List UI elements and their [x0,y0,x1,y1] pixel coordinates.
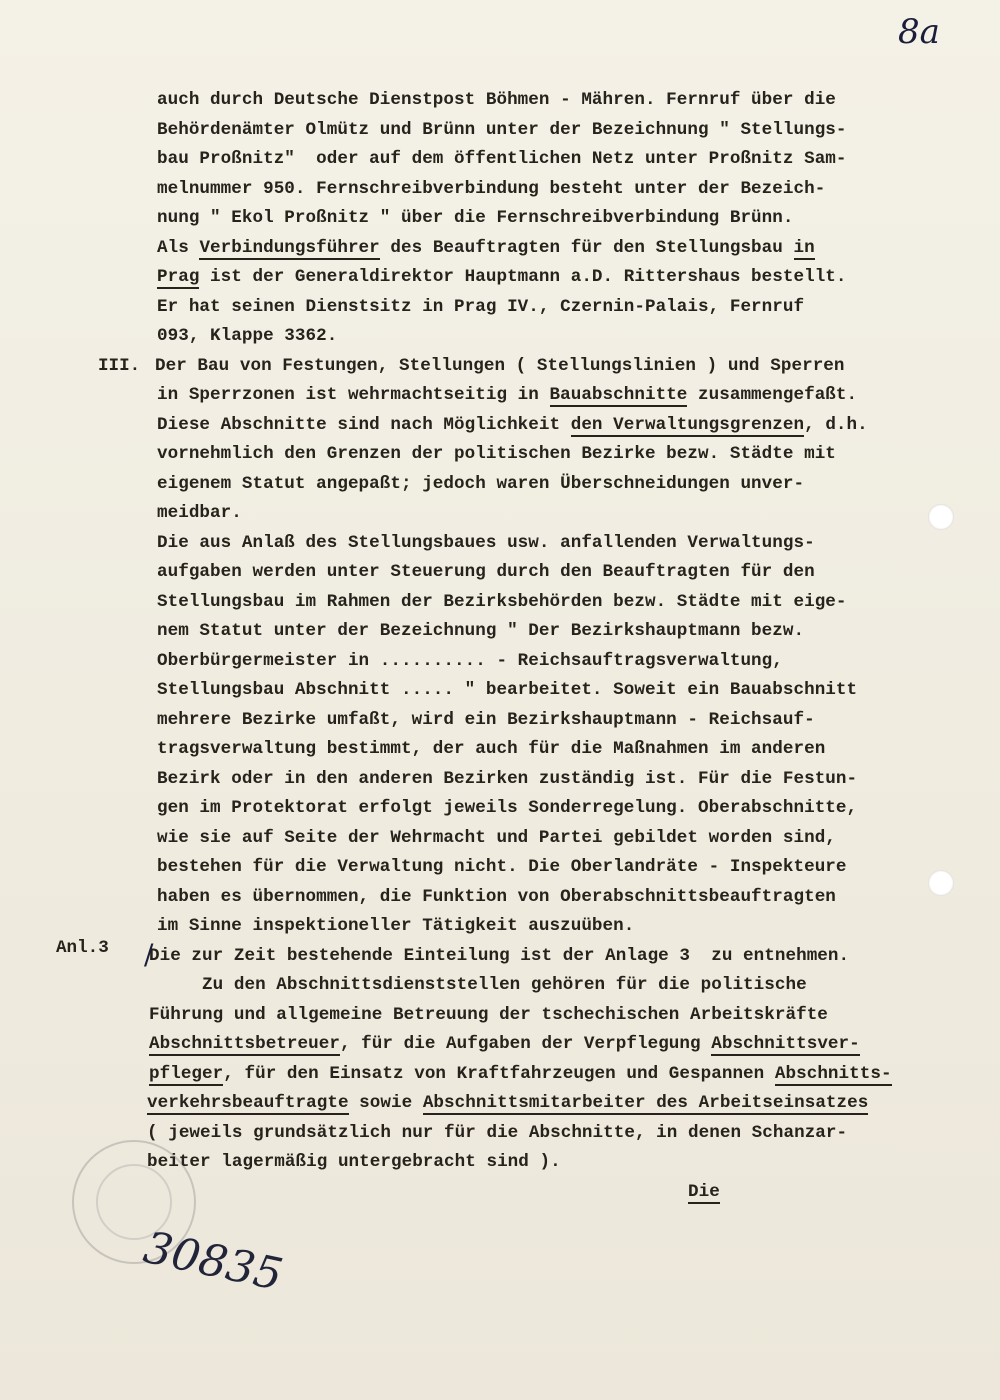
body-line [157,883,836,911]
underlined-term: Abschnitts- [774,1063,892,1084]
underlined-term: Prag [157,267,200,287]
underlined-term: pfleger [149,1063,224,1084]
underlined-term: Bauabschnitte [549,385,688,405]
body-text-segment: eigenem Statut angepaßt; jedoch waren Überschneidungen unver- [157,473,805,494]
body-line [157,234,815,262]
body-text-segment: ist der Generaldirektor Hauptmann a.D. Rittershaus bestellt. [199,267,847,287]
body-text-segment: meidbar. [157,503,242,523]
body-text-segment: Stellungsbau im Rahmen der Bezirksbehörden bezw. Städte mit eige- [157,591,847,612]
corner-annotation: 8a [898,12,940,52]
underlined-term: Abschnittsmitarbeiter des Arbeitseinsatzes [422,1093,869,1113]
body-text-segment: nem Statut unter der Bezeichnung " Der Bezirkshauptmann bezw. [157,621,805,641]
body-text-segment: sowie [348,1093,423,1113]
underlined-term: verkehrsbeauftragte [147,1093,349,1113]
body-text-segment: bau Proßnitz" oder auf dem öffentlichen Netz unter Proßnitz Sam- [157,149,847,169]
body-text-segment: Er hat seinen Dienstsitz in Prag IV., Czernin-Palais, Fernruf [157,296,805,317]
body-text-segment: in Sperrzonen ist wehrmachtseitig in [157,385,550,405]
body-text-segment: Die zur Zeit bestehende Einteilung ist der Anlage 3 zu entnehmen. [149,945,850,966]
body-line [157,558,815,586]
margin-note-annex: Anl.3 [56,938,109,958]
stamp-number: 30835 [139,1222,287,1301]
body-line [149,942,849,970]
underlined-term: Abschnittsbetreuer [149,1034,340,1054]
body-text-segment: beiter lagermäßig untergebracht sind ). [147,1152,561,1172]
body-line [157,824,836,852]
body-text-segment: wie sie auf Seite der Wehrmacht und Partei gebildet worden sind, [157,827,836,848]
body-text-segment [147,1182,688,1202]
body-line [157,706,815,734]
body-line [147,1178,720,1206]
body-text-segment: , für die Aufgaben der Verpflegung [339,1034,712,1054]
body-line [149,1001,828,1029]
body-line [157,116,847,144]
body-line [157,765,857,793]
section-marker: III. [98,356,141,376]
body-text-segment: Zu den Abschnittsdienststellen gehören für die politische [149,975,807,995]
body-text-segment: aufgaben werden unter Steuerung durch den Beauftragten für den [157,562,815,582]
body-line [147,1119,847,1147]
body-text-segment: gen im Protektorat erfolgt jeweils Sonderregelung. Oberabschnitte, [157,798,858,818]
body-text-segment: tragsverwaltung bestimmt, der auch für die Maßnahmen im anderen [157,739,826,759]
body-line [157,794,857,822]
body-line [157,293,804,321]
body-text-segment: ( jeweils grundsätzlich nur für die Abschnitte, in denen Schanzar- [147,1122,848,1143]
body-line [149,1030,860,1058]
body-line [157,411,868,439]
body-text-segment: Oberbürgermeister in .......... - Reichsauftragsverwaltung, [157,650,783,671]
underlined-term: in [793,237,815,258]
body-text-segment: Diese Abschnitte sind nach Möglichkeit [157,414,571,435]
body-text-segment: melnummer 950. Fernschreibverbindung besteht unter der Bezeich- [157,178,826,199]
body-line [155,352,845,380]
body-line [149,1060,892,1088]
body-line [157,175,825,203]
body-line [157,381,857,409]
body-line [157,145,847,173]
body-line [157,647,783,675]
body-line [157,617,804,645]
body-line [149,971,807,999]
body-line [157,912,634,940]
underlined-term: Abschnittsver- [711,1034,860,1054]
body-line [157,86,836,114]
body-line [157,853,847,881]
body-line [157,499,242,527]
body-line [157,470,804,498]
body-line [157,204,793,232]
body-text-segment: mehrere Bezirke umfaßt, wird ein Bezirkshauptmann - Reichsauf- [157,709,815,730]
body-line [157,322,337,350]
punch-hole-bottom [928,870,954,896]
body-text-segment: , für den Einsatz von Kraftfahrzeugen und Gespannen [223,1063,775,1084]
body-text-segment: haben es übernommen, die Funktion von Oberabschnittsbeauftragten [157,886,836,907]
body-text-segment: bestehen für die Verwaltung nicht. Die Oberlandräte - Inspekteure [157,857,847,877]
body-text-segment: nung " Ekol Proßnitz " über die Fernschreibverbindung Brünn. [157,208,794,228]
body-line [157,735,825,763]
body-text-segment: Behördenämter Olmütz und Brünn unter der Bezeichnung " Stellungs- [157,119,847,140]
punch-hole-top [928,504,954,530]
body-text-segment: zusammengefaßt. [687,385,858,405]
body-text-segment: Als [157,237,200,258]
underlined-term: Die [688,1181,720,1202]
body-line [157,676,857,704]
body-text-segment: 093, Klappe 3362. [157,326,338,346]
body-text-segment: Stellungsbau Abschnitt ..... " bearbeitet. Soweit ein Bauabschnitt [157,680,858,700]
underlined-term: Verbindungsführer [199,237,380,258]
body-line [157,440,836,468]
body-text-segment: auch durch Deutsche Dienstpost Böhmen - Mähren. Fernruf über die [157,90,836,110]
show-through-text [560,62,652,87]
body-text-segment: im Sinne inspektioneller Tätigkeit auszuüben. [157,916,635,936]
body-line [157,263,847,291]
body-text-segment: Bezirk oder in den anderen Bezirken zuständig ist. Für die Festun- [157,768,858,789]
body-line [157,588,847,616]
body-text-segment: , d.h. [804,414,868,435]
body-text-segment: des Beauftragten für den Stellungsbau [379,237,794,258]
underlined-term: den Verwaltungsgrenzen [570,414,805,435]
body-line [157,529,815,557]
margin-check-mark: / [144,938,154,971]
body-line [147,1089,868,1117]
body-text-segment: Führung und allgemeine Betreuung der tschechischen Arbeitskräfte [149,1004,828,1025]
body-line [147,1148,561,1176]
body-text-segment: Der Bau von Festungen, Stellungen ( Stellungslinien ) und Sperren [155,355,845,376]
body-text-segment: vornehmlich den Grenzen der politischen Bezirke bezw. Städte mit [157,444,836,464]
body-text-segment: Die aus Anlaß des Stellungsbaues usw. anfallenden Verwaltungs- [157,532,815,553]
